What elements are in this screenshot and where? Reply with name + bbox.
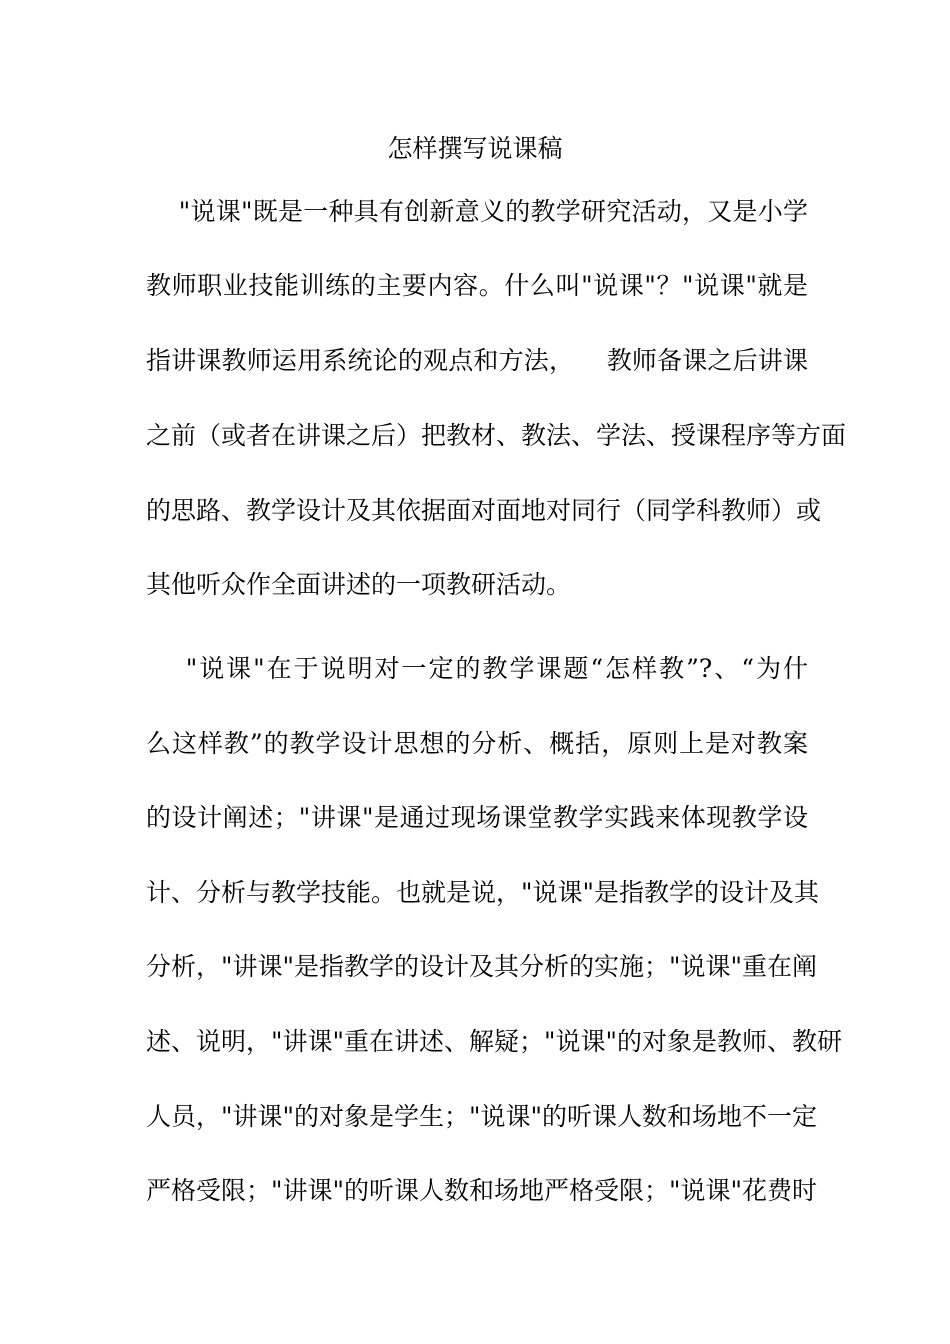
paragraph-line: "说课"既是一种具有创新意义的教学研究活动，又是小学: [146, 197, 808, 226]
paragraph-line: 教师职业技能训练的主要内容。什么叫"说课"？"说课"就是: [146, 271, 808, 300]
paragraph-line: 的思路、教学设计及其依据面对面地对同行（同学科教师）或: [146, 496, 822, 525]
paragraph-line: 其他听众作全面讲述的一项教研活动。: [146, 570, 572, 599]
paragraph-line: "说课"在于说明对一定的教学课题“怎样教”?、“为什: [146, 654, 808, 683]
paragraph-line: 之前（或者在讲课之后）把教材、教法、学法、授课程序等方面: [146, 421, 847, 450]
paragraph-line: 计、分析与教学技能。也就是说，"说课"是指教学的设计及其: [146, 878, 820, 907]
paragraph-line: 分析，"讲课"是指教学的设计及其分析的实施；"说课"重在阐: [146, 952, 817, 981]
paragraph-line: 的设计阐述；"讲课"是通过现场课堂教学实践来体现教学设: [146, 803, 808, 832]
paragraph-line: 严格受限；"讲课"的听课人数和场地严格受限；"说课"花费时: [146, 1176, 817, 1205]
paragraph-line: 人员，"讲课"的对象是学生；"说课"的听课人数和场地不一定: [146, 1102, 817, 1131]
paragraph-line: 指讲课教师运用系统论的观点和方法， 教师备课之后讲课: [146, 346, 808, 375]
paragraph-line: 述、说明，"讲课"重在讲述、解疑；"说课"的对象是教师、教研: [146, 1027, 842, 1056]
paragraph-line: 么这样教”的教学设计思想的分析、概括，原则上是对教案: [146, 729, 808, 758]
document-title: 怎样撰写说课稿: [387, 134, 563, 163]
